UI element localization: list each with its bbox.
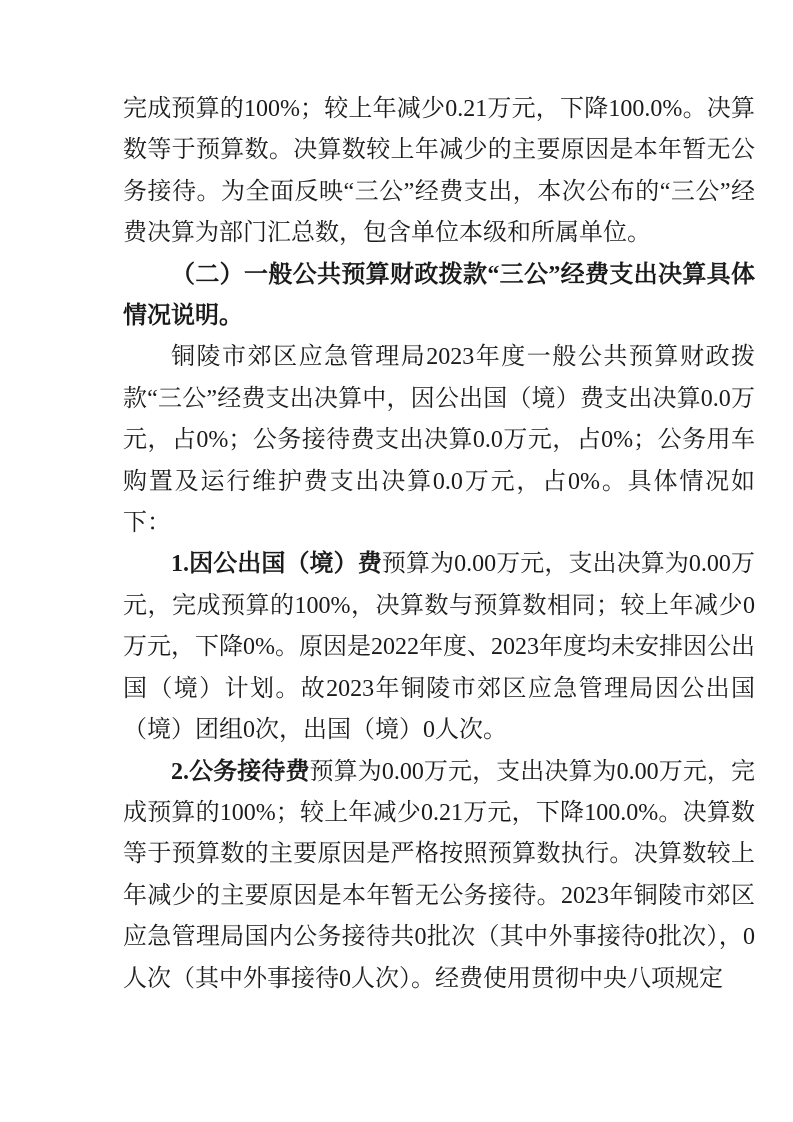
paragraph-item1 — [123, 544, 755, 751]
document-page — [123, 89, 755, 1000]
paragraph-continuation: 完成预算的100%；较上年减少0.21万元，下降100.0%。决算数等于预算数。决算数较上年减少的主要原因是本年暂无公务接待。为全面反映“三公”经费支出，本次公布的“三公”经费决算为部门汇总数，包含单位本级和所属单位。 — [123, 96, 755, 247]
item1-body: 预算为0.00万元，支出决算为0.00万元，完成预算的100%，决算数与预算数相同；较上年减少0万元，下降0%。原因是2022年度、2023年度均未安排因公出国（境）计划。故2023年铜陵市郊区应急管理局因公出国（境）团组0次，出国（境）0人次。 — [123, 551, 756, 744]
paragraph-item2 — [123, 752, 755, 1000]
item2-body: 预算为0.00万元，支出决算为0.00万元，完成预算的100%；较上年减少0.21万元，下降100.0%。决算数等于预算数的主要原因是严格按照预算数执行。决算数较上年减少的主要原因是本年暂无公务接待。2023年铜陵市郊区应急管理局国内公务接待共0批次（其中外事接待0批次），0人次（其中外事接待0人次）。经费使用贯彻中央八项规定 — [123, 758, 756, 992]
item2-label: 2.公务接待费 — [171, 758, 310, 785]
paragraph-overview: 铜陵市郊区应急管理局2023年度一般公共预算财政拨款“三公”经费支出决算中，因公出国（境）费支出决算0.0万元，占0%；公务接待费支出决算0.0万元，占0%；公务用车购置及运行维护费支出决算0.0万元，占0%。具体情况如下： — [123, 344, 755, 537]
item1-label: 1.因公出国（境）费 — [171, 551, 382, 578]
section-heading: （二）一般公共预算财政拨款“三公”经费支出决算具体情况说明。 — [123, 261, 755, 330]
